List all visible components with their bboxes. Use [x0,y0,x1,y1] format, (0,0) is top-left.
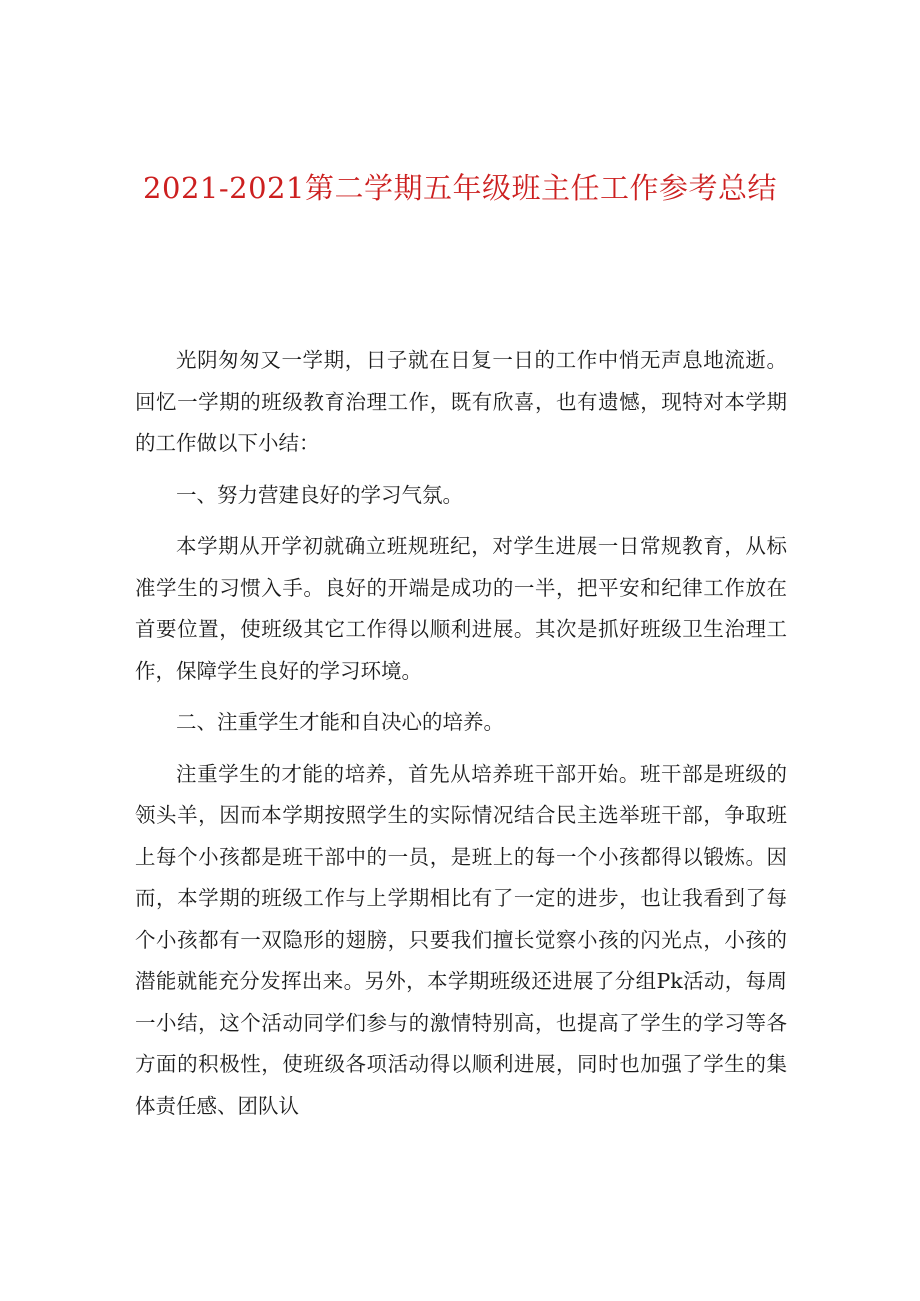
paragraph-intro: 光阴匆匆又一学期，日子就在日复一日的工作中悄无声息地流逝。回忆一学期的班级教育治理工作，既有欣喜，也有遗憾，现特对本学期的工作做以下小结： [135,348,787,455]
section-heading-2: 二、注重学生才能和自决心的培养。 [176,710,504,734]
document-body [135,340,787,1137]
document-title: 2021-2021第二学期五年级班主任工作参考总结 [143,171,777,205]
paragraph-section-1: 本学期从开学初就确立班规班纪，对学生进展一日常规教育，从标准学生的习惯入手。良好的开端是成功的一半，把平安和纪律工作放在首要位置，使班级其它工作得以顺利进展。其次是抓好班级卫生治理工作，保障学生良好的学习环境。 [135,534,787,683]
paragraph-section-2: 注重学生的才能的培养，首先从培养班干部开始。班干部是班级的领头羊，因而本学期按照学生的实际情况结合民主选举班干部，争取班上每个小孩都是班干部中的一员，是班上的每一个小孩都得以锻炼。因而，本学期的班级工作与上学期相比有了一定的进步，也让我看到了每个小孩都有一双隐形的翅膀，只要我们擅长觉察小孩的闪光点，小孩的潜能就能充分发挥出来。另外，本学期班级还进展了分组Pk活动，每周一小结，这个活动同学们参与的激情特别高，也提高了学生的学习等各方面的积极性，使班级各项活动得以顺利进展，同时也加强了学生的集体责任感、团队认 [135,761,787,1118]
section-heading-1: 一、努力营建良好的学习气氛。 [176,482,463,507]
